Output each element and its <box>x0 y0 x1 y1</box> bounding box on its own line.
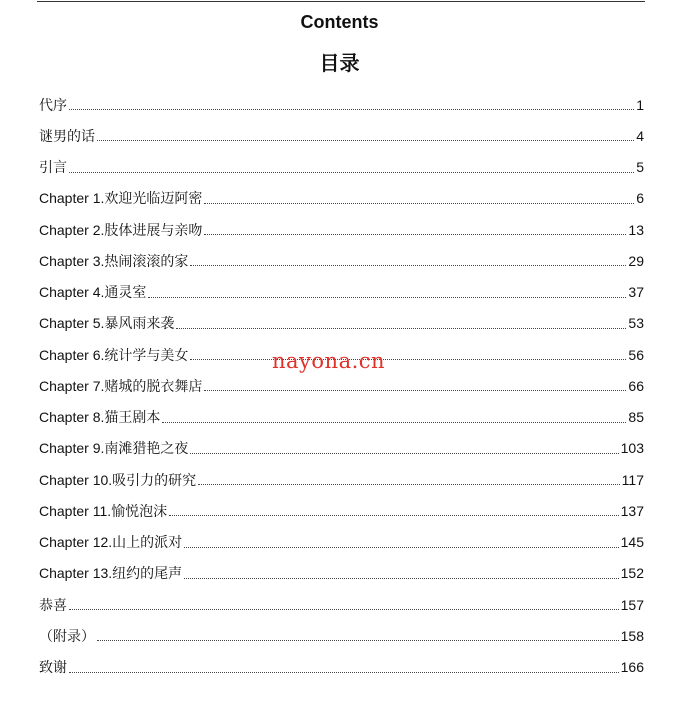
toc-entry[interactable] <box>39 589 644 620</box>
toc-entry[interactable] <box>39 558 644 589</box>
toc-entry[interactable] <box>39 652 644 683</box>
toc-entry-label: Chapter 7.赌城的脱衣舞店 <box>39 377 203 394</box>
toc-dot-leader <box>204 203 634 204</box>
toc-entry[interactable] <box>39 308 644 339</box>
toc-dot-leader <box>176 328 626 329</box>
toc-entry[interactable] <box>39 277 644 308</box>
toc-entry[interactable] <box>39 245 644 276</box>
toc-entry-page-number: 158 <box>620 627 644 644</box>
toc-dot-leader <box>184 547 618 548</box>
toc-entry-label: Chapter 13.纽约的尾声 <box>39 565 183 582</box>
toc-entry-page-number: 157 <box>620 596 644 613</box>
toc-dot-leader <box>162 422 626 423</box>
toc-entry[interactable] <box>39 464 644 495</box>
page-title: Contents <box>300 12 379 32</box>
toc-entry-label: 谜男的话 <box>39 127 95 144</box>
toc-entry-label: Chapter 12.山上的派对 <box>39 534 183 551</box>
toc-dot-leader <box>69 172 634 173</box>
toc-entry-page-number: 56 <box>628 346 644 363</box>
toc-entry-label: Chapter 8.猫王剧本 <box>39 409 161 426</box>
toc-dot-leader <box>97 640 619 641</box>
toc-entry-label: Chapter 3.热闹滚滚的家 <box>39 252 189 269</box>
toc-dot-leader <box>190 265 626 266</box>
toc-entry[interactable] <box>39 402 644 433</box>
toc-dot-leader <box>204 390 626 391</box>
toc-entry-label: （附录） <box>39 627 95 644</box>
toc-entry[interactable] <box>39 120 644 151</box>
toc-entry-page-number: 29 <box>628 252 644 269</box>
page-title-zh: 目录 <box>319 51 360 75</box>
toc-entry-page-number: 13 <box>628 221 644 238</box>
toc-entry[interactable] <box>39 183 644 214</box>
toc-entry-page-number: 85 <box>628 409 644 426</box>
toc-entry-label: Chapter 9.南滩猎艳之夜 <box>39 440 189 457</box>
toc-entry-label: Chapter 6.统计学与美女 <box>39 346 189 363</box>
toc-entry[interactable] <box>39 620 644 651</box>
toc-entry-page-number: 145 <box>620 534 644 551</box>
toc-entry[interactable] <box>39 89 644 120</box>
toc-entry[interactable] <box>39 214 644 245</box>
toc-entry[interactable] <box>39 433 644 464</box>
toc-entry-label: Chapter 1.欢迎光临迈阿密 <box>39 190 203 207</box>
toc-entry-label: Chapter 4.通灵室 <box>39 284 147 301</box>
toc-entry-page-number: 4 <box>636 127 644 144</box>
toc-entry-page-number: 103 <box>620 440 644 457</box>
toc-entry-label: Chapter 10.吸引力的研究 <box>39 471 197 488</box>
toc-dot-leader <box>69 672 619 673</box>
toc-dot-leader <box>190 359 626 360</box>
toc-entry-page-number: 1 <box>636 96 644 113</box>
toc-dot-leader <box>69 609 619 610</box>
toc-entry-label: 致谢 <box>39 659 67 676</box>
toc-entry-label: 代序 <box>39 96 67 113</box>
table-of-contents <box>39 89 644 683</box>
toc-entry-page-number: 66 <box>628 377 644 394</box>
toc-entry-page-number: 37 <box>628 284 644 301</box>
toc-entry-page-number: 6 <box>636 190 644 207</box>
toc-dot-leader <box>184 578 618 579</box>
toc-entry-label: 引言 <box>39 159 67 176</box>
toc-dot-leader <box>204 234 626 235</box>
toc-entry-page-number: 137 <box>620 502 644 519</box>
toc-entry-page-number: 5 <box>636 159 644 176</box>
toc-entry-page-number: 152 <box>620 565 644 582</box>
toc-entry-label: Chapter 11.愉悦泡沫 <box>39 502 168 519</box>
toc-dot-leader <box>97 140 634 141</box>
toc-entry-label: Chapter 5.暴风雨来袭 <box>39 315 175 332</box>
toc-entry[interactable] <box>39 495 644 526</box>
toc-entry-page-number: 53 <box>628 315 644 332</box>
top-rule <box>37 1 645 2</box>
toc-dot-leader <box>190 453 618 454</box>
toc-entry[interactable] <box>39 527 644 558</box>
toc-entry[interactable] <box>39 370 644 401</box>
toc-entry[interactable] <box>39 152 644 183</box>
toc-entry-label: 恭喜 <box>39 596 67 613</box>
watermark-text: nayona.cn <box>272 349 386 373</box>
toc-dot-leader <box>169 515 619 516</box>
toc-entry-page-number: 166 <box>620 659 644 676</box>
toc-dot-leader <box>148 297 626 298</box>
toc-entry-page-number: 117 <box>621 471 644 488</box>
toc-dot-leader <box>69 109 634 110</box>
toc-entry-label: Chapter 2.肢体进展与亲吻 <box>39 221 203 238</box>
toc-dot-leader <box>198 484 620 485</box>
